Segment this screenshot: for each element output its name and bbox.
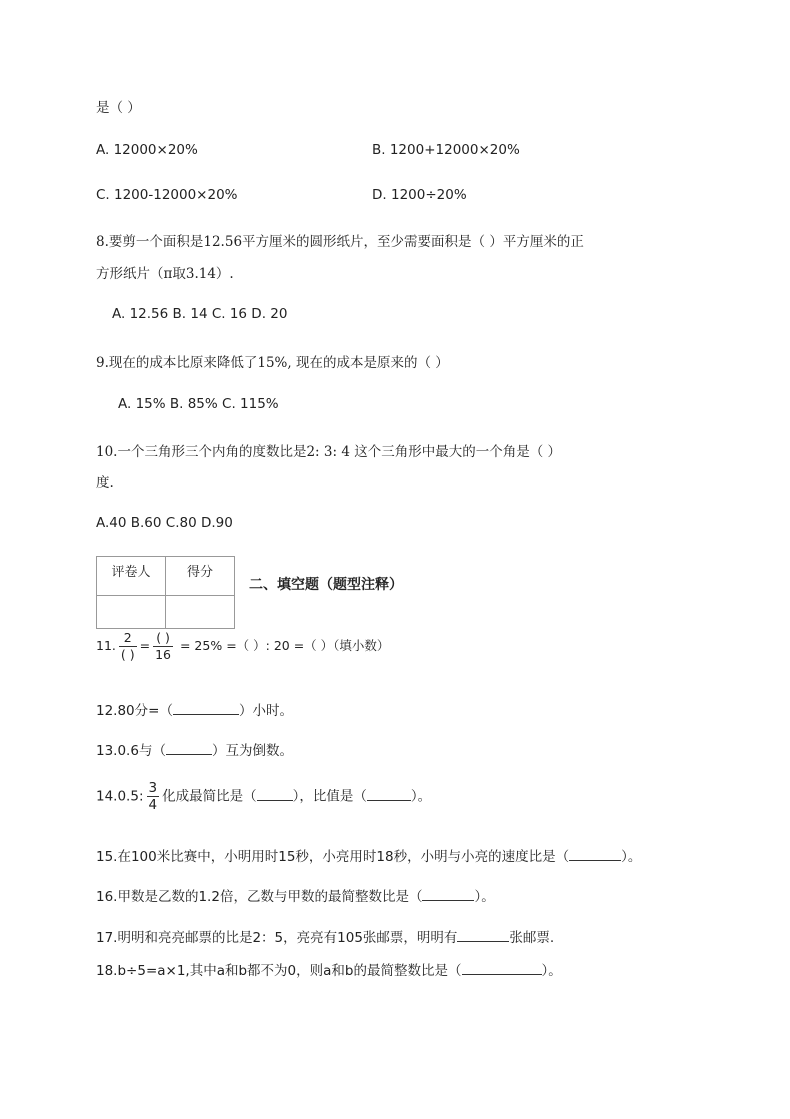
section-title: 二、填空题（题型注释） [249, 577, 403, 593]
q16-blank[interactable] [422, 888, 474, 901]
q12-post: ）小时。 [238, 703, 293, 719]
q14-blank-2[interactable] [367, 788, 411, 801]
q15-pre: 15.在100米比赛中，小明用时15秒，小亮用时18秒，小明与小亮的速度比是（ [96, 849, 570, 865]
q11-frac1-den: ( ) [120, 647, 135, 662]
q12-blank[interactable] [173, 702, 239, 715]
q11-fraction-2 [153, 630, 173, 663]
q18-pre: 18.b÷5=a×1,其中a和b都不为0，则a和b的最简整数比是（ [96, 963, 462, 979]
q16-post: ）。 [474, 889, 495, 905]
q13 [96, 739, 293, 759]
q13-blank[interactable] [166, 742, 212, 755]
q14-frac-den: 4 [148, 797, 158, 813]
q7-tail: 是（ ） [96, 100, 141, 116]
q8-options: A. 12.56 B. 14 C. 16 D. 20 [112, 306, 288, 322]
q17 [96, 926, 554, 946]
q8-line2: 方形纸片（π取3.14）. [96, 266, 234, 282]
q13-post: ）互为倒数。 [211, 743, 293, 759]
q11-equals: = [139, 638, 151, 653]
q14-pre: 14.0.5: [96, 788, 144, 805]
q10-line2: 度. [96, 475, 114, 491]
q9-options: A. 15% B. 85% C. 115% [118, 396, 279, 412]
q16-pre: 16.甲数是乙数的1.2倍，乙数与甲数的最简整数比是（ [96, 889, 423, 905]
q8-line1: 8.要剪一个面积是12.56平方厘米的圆形纸片，至少需要面积是（ ）平方厘米的正 [96, 234, 584, 250]
q11-frac2-den: 16 [155, 647, 172, 662]
q11-frac2-num: ( ) [153, 630, 173, 647]
q18-blank[interactable] [462, 962, 542, 975]
q12-pre: 12.80分=（ [96, 703, 173, 719]
q17-pre: 17.明明和亮亮邮票的比是2：5，亮亮有105张邮票，明明有 [96, 930, 458, 946]
q11-prefix: 11. [96, 638, 116, 653]
q7-option-b: B. 1200+12000×20% [372, 142, 520, 158]
q14-blank-1[interactable] [257, 788, 293, 801]
q18-post: ）。 [541, 963, 562, 979]
q12 [96, 699, 293, 719]
score-cell [166, 596, 235, 629]
score-header: 得分 [166, 557, 235, 596]
q7-option-c: C. 1200-12000×20% [96, 187, 238, 203]
q15 [96, 845, 641, 865]
q14-fraction [147, 780, 160, 813]
q15-post: ）。 [621, 849, 642, 865]
q14-frac-num: 3 [148, 780, 158, 796]
q14-mid: 化成最简比是（ [162, 788, 257, 805]
q16 [96, 885, 495, 905]
grader-header: 评卷人 [97, 557, 166, 596]
q10-line1: 10.一个三角形三个内角的度数比是2: 3: 4 这个三角形中最大的一个角是（ ） [96, 444, 561, 460]
q17-blank[interactable] [457, 929, 509, 942]
q11-rest: = 25% =（ ）: 20 =（ ）（填小数） [176, 638, 390, 653]
grader-table [96, 556, 235, 629]
q7-option-d: D. 1200÷20% [372, 187, 467, 203]
q17-post: 张邮票. [509, 930, 555, 946]
q18 [96, 959, 562, 979]
grader-cell [97, 596, 166, 629]
q10-options: A.40 B.60 C.80 D.90 [96, 515, 233, 531]
q14-mid2: ），比值是（ [292, 788, 367, 805]
q14-post: ）。 [410, 788, 432, 805]
q13-pre: 13.0.6与（ [96, 743, 166, 759]
q11-frac1-num: 2 [119, 630, 137, 647]
q14 [96, 780, 431, 813]
q11-fraction-1 [119, 630, 137, 663]
q9-text: 9.现在的成本比原来降低了15%, 现在的成本是原来的（ ） [96, 355, 449, 371]
q15-blank[interactable] [569, 848, 621, 861]
q11 [96, 630, 389, 663]
q7-option-a: A. 12000×20% [96, 142, 198, 158]
